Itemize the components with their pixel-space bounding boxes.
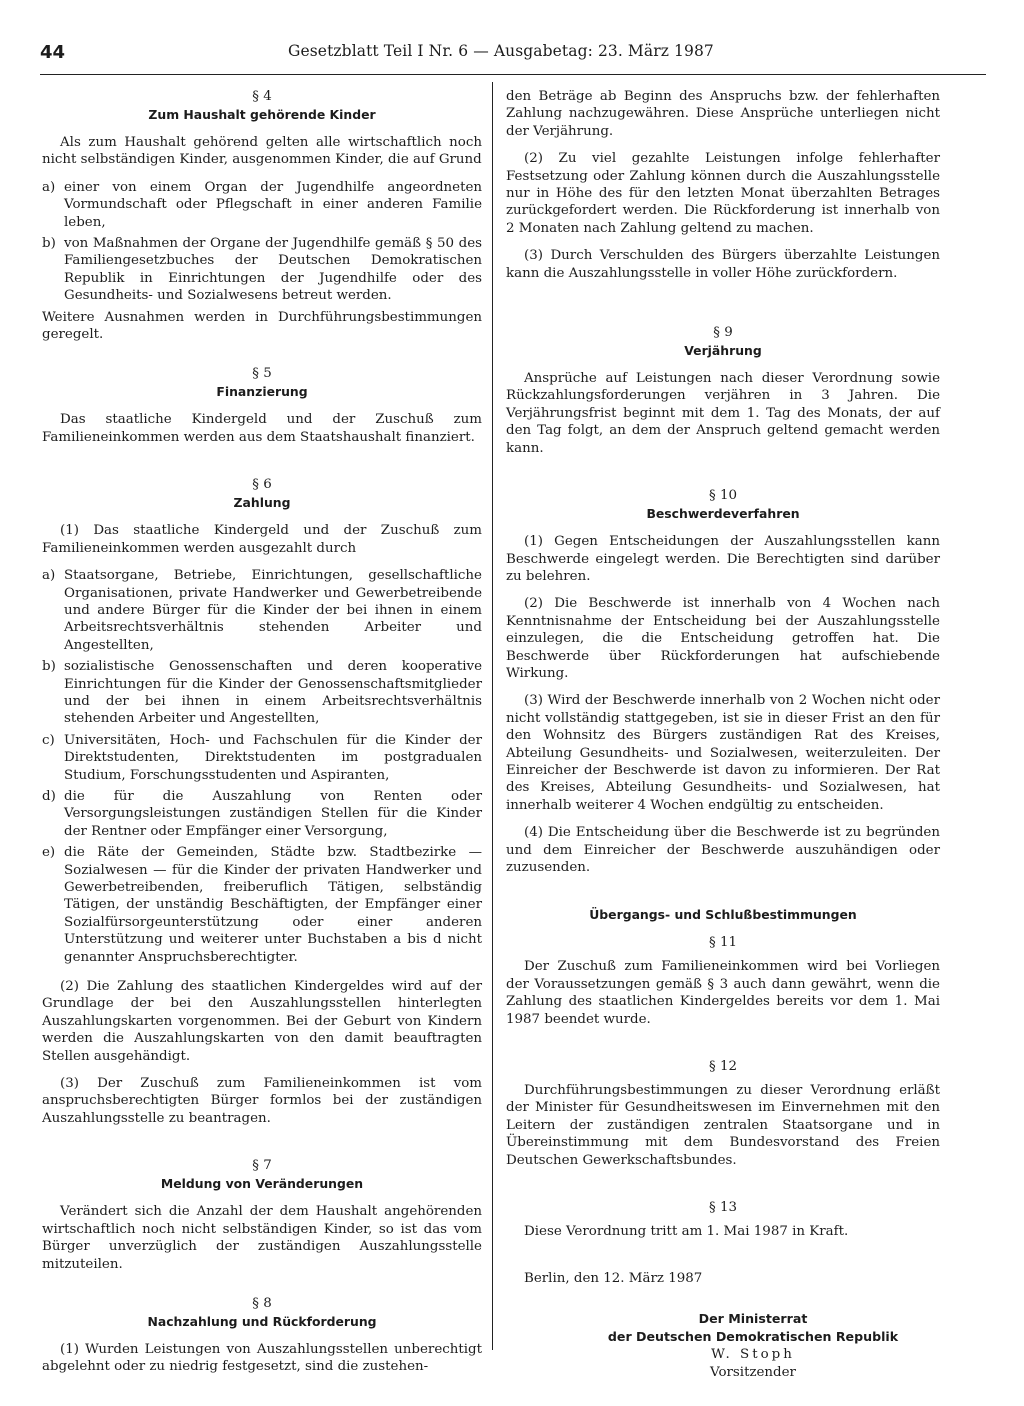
signature-organization-line-1: Der Ministerrat [698, 1310, 808, 1326]
section-number-8: § 8 [252, 1295, 272, 1311]
list-item [42, 658, 482, 728]
final-provisions-heading: Übergangs- und Schlußbestimmungen [589, 907, 857, 923]
section-6-paragraph-1: (1) Das staatliche Kindergeld und der Zuschuß zum Familieneinkommen werden ausgezahlt durch [42, 523, 482, 556]
list-marker: a) [42, 179, 56, 195]
list-item [42, 844, 482, 966]
section-10-paragraph-1: (1) Gegen Entscheidungen der Auszahlungsstellen kann Beschwerde eingelegt werden. Die Berechtigten sind darüber zu belehren. [506, 534, 940, 584]
section-number-11: § 11 [709, 935, 737, 951]
list-item [42, 235, 482, 305]
section-number-4: § 4 [252, 89, 272, 104]
section-12-text: Durchführungsbestimmungen zu dieser Verordnung erläßt der Minister für Gesundheitswesen im Einvernehmen mit den Leitern der zuständigen zentralen Staatsorgane und in Übereinstimmung mit dem Bundesvorstand des Freien Deutschen Gewerkschaftsbundes. [506, 1083, 940, 1168]
list-item-text: Universitäten, Hoch- und Fachschulen für die Kinder der Direktstudenten, Direktstudenten im postgradualen Studium, Forschungsstudenten und Aspiranten, [64, 732, 482, 783]
section-6-paragraph-2: (2) Die Zahlung des staatlichen Kindergeldes wird auf der Grundlage der bei den Auszahlungsstellen hinterlegten Auszahlungskarten vorgenommen. Bei der Geburt von Kindern werden die Auszahlungskarten von den damit beauftragten Stellen ausgehändigt. [42, 979, 482, 1064]
place-and-date: Berlin, den 12. März 1987 [524, 1271, 703, 1287]
section-8-paragraph-1-start: (1) Wurden Leistungen von Auszahlungsstellen unberechtigt abgelehnt oder zu niedrig festgesetzt, sind die zustehen- [42, 1341, 482, 1375]
section-7-text: Verändert sich die Anzahl der dem Haushalt angehörenden wirtschaftlich noch nicht selbständigen Kinder, so ist das vom Bürger unverzüglich der zuständigen Auszahlungsstelle mitzuteilen. [42, 1204, 482, 1272]
list-item [42, 179, 482, 231]
section-10-paragraph-3: (3) Wird der Beschwerde innerhalb von 2 Wochen nicht oder nicht vollständig stattgegeben, ist sie in dieser Frist an den für den Wohnsitz des Bürgers zuständigen Rat des Kreises, Abteilung Gesundheits- und Sozialwesen, weiterzuleiten. Der Einreicher der Beschwerde ist davon zu informieren. Der Rat des Kreises, Abteilung Gesundheits- und Sozialwesen, hat innerhalb weiterer 4 Wochen endgültig zu entscheiden. [506, 693, 940, 813]
section-title-4: Zum Haushalt gehörende Kinder [148, 107, 376, 122]
section-number-9: § 9 [713, 325, 733, 341]
list-item-text: von Maßnahmen der Organe der Jugendhilfe gemäß § 50 des Familiengesetzbuches der Deutschen Demokratischen Republik in Einrichtungen der Jugendhilfe oder des Gesundheits- und Sozialwesens betreut werden. [64, 236, 482, 304]
signature-block [566, 1310, 940, 1382]
list-marker: c) [42, 732, 55, 748]
section-8-paragraph-3: (3) Durch Verschulden des Bürgers überzahlte Leistungen kann die Auszahlungsstelle in voller Höhe zurückfordern. [506, 248, 940, 281]
list-item [42, 732, 482, 784]
section-number-13: § 13 [709, 1200, 737, 1216]
list-item [42, 788, 482, 840]
section-number-6: § 6 [252, 477, 272, 493]
signatory-role: Vorsitzender [710, 1364, 796, 1380]
page-header [40, 40, 986, 70]
section-9-text: Ansprüche auf Leistungen nach dieser Verordnung sowie Rückzahlungsforderungen verjähren in 3 Jahren. Die Verjährungsfrist beginnt mit dem 1. Tag des Monats, der auf den Tag folgt, an dem der Anspruch geltend gemacht werden kann. [506, 371, 940, 456]
list-marker: e) [42, 845, 56, 861]
list-item-text: sozialistische Genossenschaften und deren kooperative Einrichtungen für die Kinder der Genossenschaftsmitglieder und der bei ihnen in einem Arbeitsrechtsverhältnis stehenden Arbeiter und Angestellten, [64, 659, 482, 727]
right-column [506, 88, 940, 1382]
list-marker: a) [42, 568, 56, 584]
list-item-text: die für die Auszahlung von Renten oder Versorgungsleistungen zuständigen Stellen für die Kinder der Rentner oder Empfänger einer Versorgung, [64, 788, 482, 839]
section-11-text: Der Zuschuß zum Familieneinkommen wird bei Vorliegen der Voraussetzungen gemäß § 3 auch dann gewährt, wenn die Zahlung des staatlichen Kindergeldes bereits vor dem 1. Mai 1987 beendet wurde. [506, 959, 940, 1027]
section-number-5: § 5 [252, 366, 272, 382]
column-divider [492, 82, 493, 1350]
section-8-paragraph-2: (2) Zu viel gezahlte Leistungen infolge fehlerhafter Festsetzung oder Zahlung können durch die Auszahlungsstelle nur in Höhe des für den letzten Monat überzahlten Betrages zurückgefordert werden. Die Rückforderung ist innerhalb von 2 Monaten nach Zahlung geltend zu machen. [506, 151, 940, 236]
section-title-7: Meldung von Veränderungen [160, 1176, 364, 1192]
list-item-text: einer von einem Organ der Jugendhilfe angeordneten Vormundschaft oder Pflegschaft in einer anderen Familie leben, [64, 179, 482, 230]
signatory-name: W. Stoph [711, 1346, 795, 1362]
section-4-intro: Als zum Haushalt gehörend gelten alle wirtschaftlich noch nicht selbständigen Kinder, ausgenommen Kinder, die auf Grund [42, 135, 482, 168]
list-item [42, 567, 482, 654]
list-item-text: Staatsorgane, Betriebe, Einrichtungen, gesellschaftliche Organisationen, private Handwerker und Gewerbetreibende und andere Bürger für die Kinder der bei ihnen in einem Arbeitsrechtsverhältnis stehenden Arbeiter und Angestellten, [64, 568, 482, 653]
section-title-5: Finanzierung [216, 384, 308, 400]
list-marker: b) [42, 236, 56, 252]
section-4-outro: Weitere Ausnahmen werden in Durchführungsbestimmungen geregelt. [42, 309, 482, 343]
running-head: Gesetzblatt Teil I Nr. 6 — Ausgabetag: 23. März 1987 [288, 42, 714, 60]
section-title-9: Verjährung [684, 343, 762, 359]
section-title-6: Zahlung [233, 495, 291, 511]
section-10-paragraph-2: (2) Die Beschwerde ist innerhalb von 4 Wochen nach Kenntnisnahme der Entscheidung bei der Auszahlungsstelle einzulegen, die die Entscheidung getroffen hat. Die Beschwerde über Rückforderungen hat aufschiebende Wirkung. [506, 596, 940, 681]
signature-organization-line-2: der Deutschen Demokratischen Republik [607, 1328, 899, 1344]
list-marker: b) [42, 659, 56, 675]
section-title-10: Beschwerdeverfahren [646, 506, 800, 522]
section-6-paragraph-3: (3) Der Zuschuß zum Familieneinkommen ist vom anspruchsberechtigten Bürger formlos bei der zuständigen Auszahlungsstelle zu beantragen. [42, 1076, 482, 1126]
header-rule [40, 74, 986, 75]
page-number: 44 [40, 42, 66, 63]
list-marker: d) [42, 788, 56, 804]
section-number-7: § 7 [252, 1158, 272, 1174]
section-10-paragraph-4: (4) Die Entscheidung über die Beschwerde ist zu begründen und dem Einreicher der Beschwerde auszuhändigen oder zuzusenden. [506, 825, 940, 875]
section-title-8: Nachzahlung und Rückforderung [147, 1313, 377, 1329]
section-number-10: § 10 [709, 488, 737, 504]
section-8-paragraph-1-end: den Beträge ab Beginn des Anspruchs bzw. der fehlerhaften Zahlung nachzugewähren. Diese Ansprüche unterliegen nicht der Verjährung. [506, 89, 940, 139]
left-column [42, 88, 482, 1386]
section-5-text: Das staatliche Kindergeld und der Zuschuß zum Familieneinkommen werden aus dem Staatshaushalt finanziert. [42, 412, 482, 445]
list-item-text: die Räte der Gemeinden, Städte bzw. Stadtbezirke — Sozialwesen — für die Kinder der privaten Handwerker und Gewerbetreibenden, freiberuflich Tätigen, selbständig Tätigen, der unständig Beschäftigten, der Empfänger einer Sozialfürsorgeunterstützung oder einer anderen Unterstützung und weiterer unter Buchstaben a bis d nicht genannter Anspruchsberechtigter. [64, 845, 482, 965]
section-number-12: § 12 [709, 1059, 737, 1075]
section-13-text: Diese Verordnung tritt am 1. Mai 1987 in Kraft. [524, 1224, 849, 1240]
